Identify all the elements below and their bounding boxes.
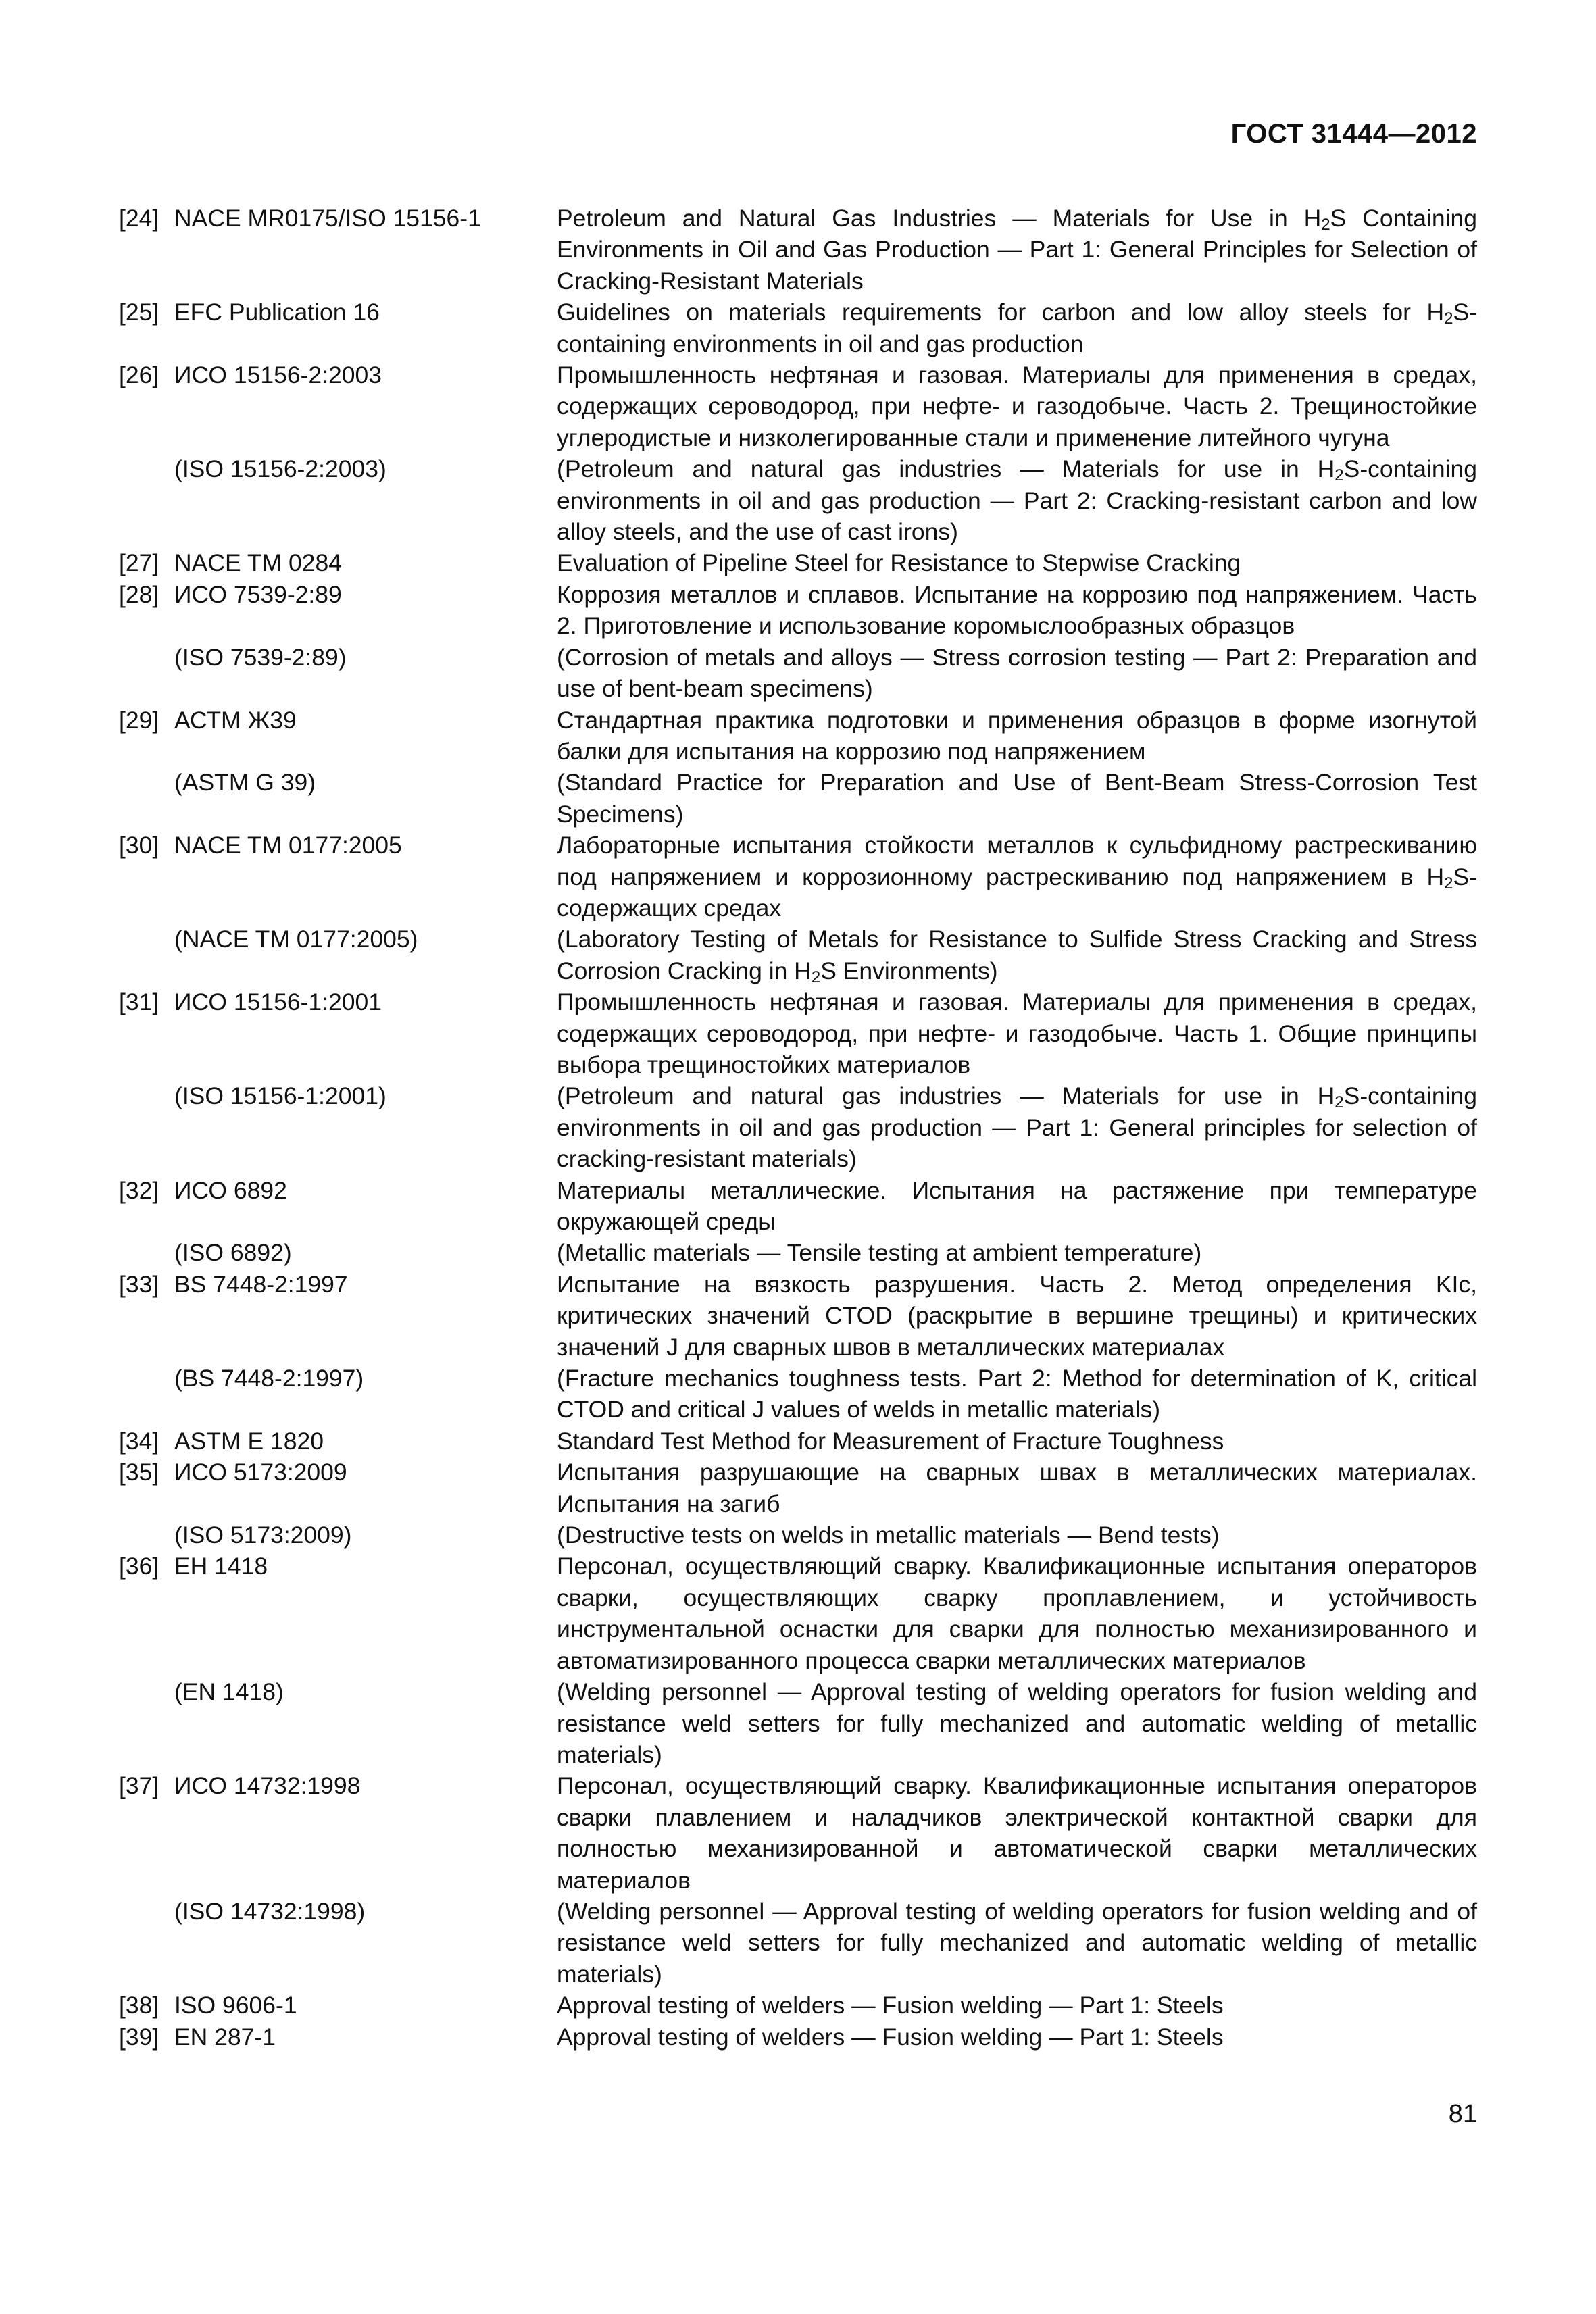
reference-code: (ISO 5173:2009) [174, 1521, 352, 1549]
reference-entry [119, 830, 1477, 924]
reference-title: (Petroleum and natural gas industries — Materials for use in $H_2S$-containing environments in oil and gas production — Part 1: General principles for selection of cracking-resistant materials) [557, 1082, 1477, 1173]
reference-code: ЕН 1418 [174, 1553, 268, 1580]
reference-number: [27] [119, 549, 159, 577]
reference-entry [119, 1990, 1477, 2021]
reference-code: NACE TM 0284 [174, 549, 342, 577]
reference-number: [29] [119, 706, 159, 734]
reference-number: [26] [119, 361, 159, 389]
reference-number: [24] [119, 205, 159, 232]
reference-code: АСТМ Ж39 [174, 706, 297, 734]
reference-code: BS 7448-2:1997 [174, 1270, 348, 1298]
document-header: ГОСТ 31444—2012 [1230, 119, 1477, 149]
reference-title: Испытание на вязкость разрушения. Часть 2. Метод определения KIc, критических значений CTOD (раскрытие в вершине трещины) и критических значений J для сварных швов в металлических материалах [557, 1270, 1477, 1361]
reference-code: (ISO 7539-2:89) [174, 643, 347, 671]
reference-title: Standard Test Method for Measurement of Fracture Toughness [557, 1427, 1224, 1455]
reference-entry [119, 1457, 1477, 1519]
page-number: 81 [1448, 2100, 1477, 2128]
reference-title: Approval testing of welders — Fusion welding — Part 1: Steels [557, 2023, 1224, 2051]
reference-title: Лабораторные испытания стойкости металлов к сульфидному растрескиванию под напряжением и коррозионному растрескиванию под напряжением в $H_2S$-содержащих средах [557, 832, 1477, 922]
reference-title: Стандартная практика подготовки и применения образцов в форме изогнутой балки для испытания на коррозию под напряжением [557, 706, 1477, 765]
reference-code: EFC Publication 16 [174, 299, 380, 326]
reference-entry [119, 359, 1477, 453]
reference-entry [119, 1237, 1477, 1268]
reference-title: (Corrosion of metals and alloys — Stress corrosion testing — Part 2: Preparation and use of bent-beam specimens) [557, 643, 1477, 703]
reference-number: [33] [119, 1270, 159, 1298]
reference-entry [119, 1551, 1477, 1676]
reference-entry [119, 1676, 1477, 1770]
reference-number: [37] [119, 1772, 159, 1800]
reference-number: [38] [119, 1992, 159, 2019]
reference-title: (Petroleum and natural gas industries — Materials for use in $H_2S$-containing environments in oil and gas production — Part 2: Cracking-resistant carbon and low alloy steels, and the use of cast irons) [557, 455, 1477, 546]
reference-title: Персонал, осуществляющий сварку. Квалификационные испытания операторов сварки плавлением и наладчиков электрической контактной сварки для полностью механизированной и автоматической сварки металлических материалов [557, 1772, 1477, 1894]
reference-title: (Laboratory Testing of Metals for Resistance to Sulfide Stress Cracking and Stress Corrosion Cracking in $H_2S$ Environments) [557, 926, 1477, 986]
reference-entry [119, 579, 1477, 642]
reference-code: (ISO 15156-1:2001) [174, 1082, 386, 1110]
reference-title: Персонал, осуществляющий сварку. Квалификационные испытания операторов сварки, осуществляющих сварку проплавлением, и устойчивость инструментальной оснастки для сварки для полностью механизированного и автоматизированного процесса сварки металлических материалов [557, 1553, 1477, 1674]
reference-entry [119, 1363, 1477, 1426]
reference-title: (Standard Practice for Preparation and Use of Bent-Beam Stress-Corrosion Test Specimens) [557, 769, 1477, 828]
reference-entry [119, 453, 1477, 547]
reference-title: Evaluation of Pipeline Steel for Resistance to Stepwise Cracking [557, 549, 1241, 577]
reference-title: Промышленность нефтяная и газовая. Материалы для применения в средах, содержащих сероводород, при нефте- и газодобыче. Часть 2. Трещиностойкие углеродистые и низколегированные стали и применение литейного чугуна [557, 361, 1477, 451]
reference-entry [119, 705, 1477, 768]
reference-title: (Welding personnel — Approval testing of welding operators for fusion welding and of resistance weld setters for fully mechanized and automatic welding of metallic materials) [557, 1897, 1477, 1988]
reference-code: (NACE TM 0177:2005) [174, 926, 418, 953]
reference-title: Коррозия металлов и сплавов. Испытание на коррозию под напряжением. Часть 2. Приготовление и использование коромыслообразных образцов [557, 580, 1477, 640]
reference-number: [35] [119, 1459, 159, 1486]
reference-code: (ASTM G 39) [174, 769, 316, 797]
reference-code: ИСО 5173:2009 [174, 1459, 347, 1486]
reference-code: (BS 7448-2:1997) [174, 1365, 364, 1392]
reference-entry [119, 1080, 1477, 1174]
reference-code: ИСО 6892 [174, 1176, 287, 1204]
reference-code: ИСО 7539-2:89 [174, 580, 342, 608]
reference-entry [119, 1519, 1477, 1551]
reference-entry [119, 297, 1477, 359]
reference-title: (Destructive tests on welds in metallic materials — Bend tests) [557, 1521, 1220, 1549]
reference-list [119, 203, 1477, 2053]
reference-entry [119, 986, 1477, 1080]
reference-number: [32] [119, 1176, 159, 1204]
reference-entry [119, 1770, 1477, 1896]
reference-title: Материалы металлические. Испытания на растяжение при температуре окружающей среды [557, 1176, 1477, 1235]
reference-entry [119, 642, 1477, 705]
reference-entry [119, 2021, 1477, 2053]
reference-code: (ISO 14732:1998) [174, 1897, 366, 1925]
reference-entry [119, 1896, 1477, 1990]
reference-number: [31] [119, 988, 159, 1016]
reference-code: ИСО 15156-2:2003 [174, 361, 382, 389]
reference-code: NACE TM 0177:2005 [174, 832, 402, 859]
reference-code: ASTM E 1820 [174, 1427, 324, 1455]
reference-title: Промышленность нефтяная и газовая. Материалы для применения в средах, содержащих сероводород, при нефте- и газодобыче. Часть 1. Общие принципы выбора трещиностойких материалов [557, 988, 1477, 1078]
reference-title: Approval testing of welders — Fusion welding — Part 1: Steels [557, 1992, 1224, 2019]
reference-entry [119, 1426, 1477, 1457]
reference-number: [36] [119, 1553, 159, 1580]
reference-code: (ISO 15156-2:2003) [174, 455, 386, 483]
reference-entry [119, 547, 1477, 578]
reference-code: ISO 9606-1 [174, 1992, 297, 2019]
reference-title: (Fracture mechanics toughness tests. Part 2: Method for determination of K, critical CTOD and critical J values of welds in metallic materials) [557, 1365, 1477, 1424]
reference-number: [25] [119, 299, 159, 326]
reference-title: Guidelines on materials requirements for carbon and low alloy steels for $H_2S$-containing environments in oil and gas production [557, 299, 1477, 357]
reference-number: [28] [119, 580, 159, 608]
reference-entry [119, 1269, 1477, 1363]
reference-number: [30] [119, 832, 159, 859]
reference-title: (Metallic materials — Tensile testing at ambient temperature) [557, 1239, 1202, 1267]
reference-entry [119, 767, 1477, 830]
reference-code: ИСО 14732:1998 [174, 1772, 361, 1800]
reference-code: (EN 1418) [174, 1678, 284, 1706]
reference-code: EN 287-1 [174, 2023, 276, 2051]
reference-code: (ISO 6892) [174, 1239, 292, 1267]
reference-code: ИСО 15156-1:2001 [174, 988, 382, 1016]
reference-entry [119, 924, 1477, 986]
reference-number: [34] [119, 1427, 159, 1455]
reference-number: [39] [119, 2023, 159, 2051]
reference-code: NACE MR0175/ISO 15156-1 [174, 205, 481, 232]
reference-title: Испытания разрушающие на сварных швах в металлических материалах. Испытания на загиб [557, 1459, 1477, 1517]
reference-title: Petroleum and Natural Gas Industries — Materials for Use in $H_2S$ Containing Environments in Oil and Gas Production — Part 1: General Principles for Selection of Cracking-Resistant Materials [557, 205, 1477, 295]
reference-entry [119, 203, 1477, 297]
reference-entry [119, 1175, 1477, 1238]
reference-title: (Welding personnel — Approval testing of welding operators for fusion welding and resistance weld setters for fully mechanized and automatic welding of metallic materials) [557, 1678, 1477, 1768]
